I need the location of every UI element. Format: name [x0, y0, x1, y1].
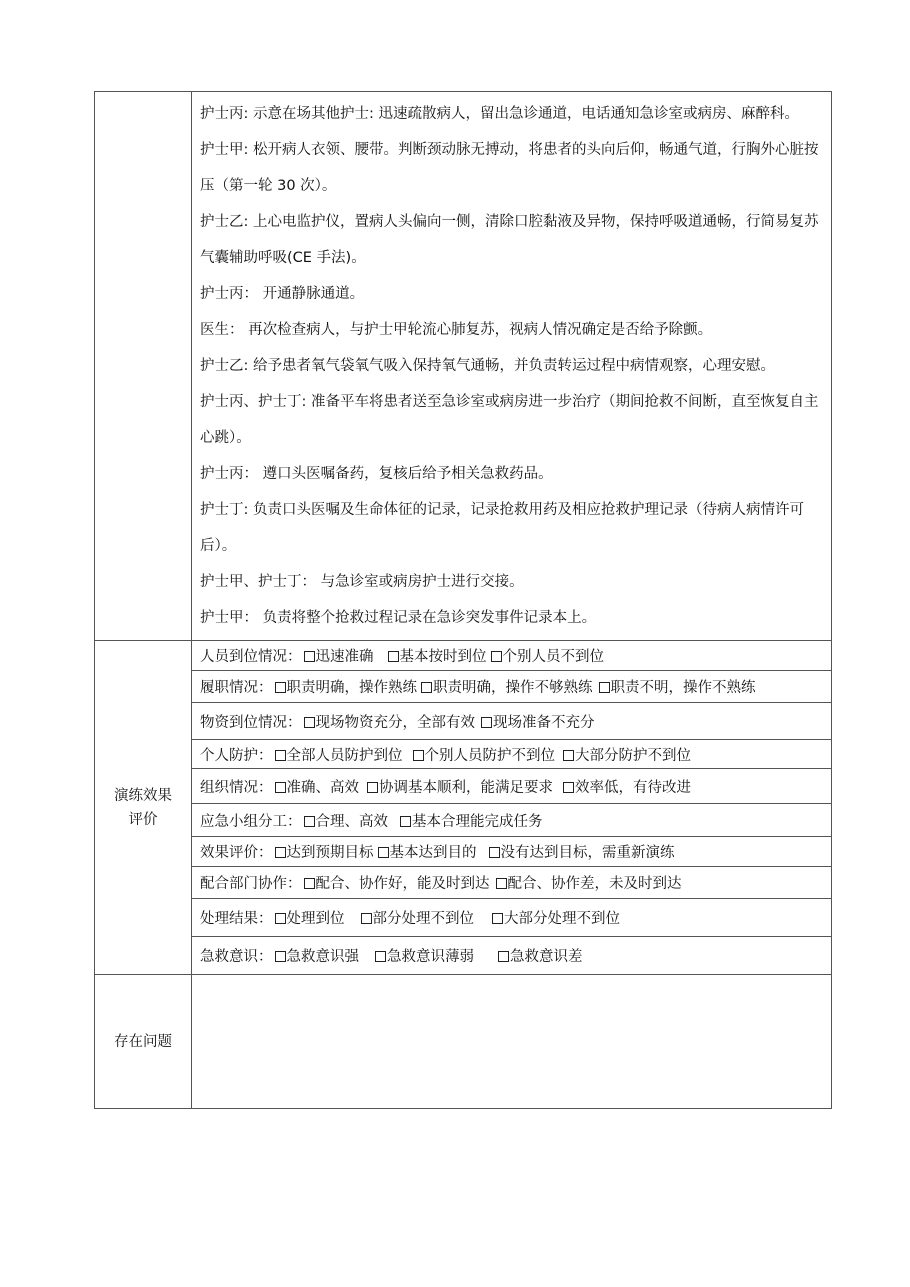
- evaluation-option-label: 职责明确，操作不够熟练: [433, 680, 593, 696]
- evaluation-option[interactable]: [275, 949, 360, 965]
- checkbox-icon[interactable]: [304, 651, 315, 662]
- evaluation-option[interactable]: [492, 911, 620, 927]
- evaluation-option[interactable]: [304, 814, 389, 830]
- evaluation-option[interactable]: [481, 715, 595, 731]
- procedure-step: 护士甲： 负责将整个抢救过程记录在急诊突发事件记录本上。: [200, 610, 597, 626]
- checkbox-icon[interactable]: [275, 782, 286, 793]
- checkbox-icon[interactable]: [367, 782, 378, 793]
- evaluation-option-label: 配合、协作差，未及时到达: [507, 876, 682, 892]
- checkbox-icon[interactable]: [304, 717, 315, 728]
- evaluation-item-label: 应急小组分工：: [200, 813, 302, 830]
- evaluation-option-label: 急救意识强: [286, 949, 359, 965]
- evaluation-option[interactable]: [361, 911, 475, 927]
- procedure-step: 护士丙： 开通静脉通道。: [200, 286, 365, 302]
- evaluation-option-label: 配合、协作好，能及时到达: [315, 876, 490, 892]
- issues-label: 存在问题: [95, 975, 192, 1109]
- evaluation-option-label: 处理到位: [286, 911, 345, 927]
- evaluation-option-label: 大部分防护不到位: [575, 747, 691, 764]
- evaluation-item: [192, 671, 832, 703]
- evaluation-item: [192, 740, 832, 769]
- evaluation-item-label: 人员到位情况：: [200, 649, 302, 665]
- evaluation-item-label: 配合部门协作：: [200, 876, 302, 892]
- evaluation-option[interactable]: [375, 949, 474, 965]
- evaluation-item-label: 急救意识：: [200, 949, 273, 965]
- checkbox-icon[interactable]: [563, 782, 574, 793]
- evaluation-row: [95, 867, 832, 899]
- evaluation-option[interactable]: [388, 649, 487, 665]
- evaluation-row: [95, 899, 832, 937]
- drill-record-table: [94, 91, 832, 1109]
- checkbox-icon[interactable]: [413, 750, 424, 761]
- evaluation-item-label: 处理结果：: [200, 911, 273, 927]
- evaluation-row: [95, 641, 832, 671]
- evaluation-option-label: 协调基本顺利，能满足要求: [379, 779, 553, 796]
- issues-row: [95, 975, 832, 1109]
- issues-content[interactable]: [192, 975, 832, 1109]
- procedure-step: 护士丙： 遵口头医嘱备药，复核后给予相关急救药品。: [200, 466, 553, 482]
- evaluation-option-label: 职责明确，操作熟练: [286, 680, 417, 696]
- evaluation-option-label: 急救意识薄弱: [387, 949, 474, 965]
- evaluation-item: [192, 937, 832, 975]
- checkbox-icon[interactable]: [378, 847, 389, 858]
- checkbox-icon[interactable]: [388, 651, 399, 662]
- evaluation-option[interactable]: [275, 680, 418, 696]
- evaluation-item: [192, 641, 832, 671]
- checkbox-icon[interactable]: [275, 750, 286, 761]
- evaluation-option[interactable]: [489, 845, 675, 861]
- evaluation-option-label: 全部人员防护到位: [286, 747, 403, 764]
- checkbox-icon[interactable]: [275, 913, 286, 924]
- evaluation-item-label: 个人防护：: [200, 747, 273, 764]
- evaluation-option-label: 部分处理不到位: [372, 911, 474, 927]
- evaluation-option-label: 基本合理能完成任务: [412, 813, 543, 830]
- evaluation-option[interactable]: [275, 911, 345, 927]
- evaluation-item-label: 履职情况：: [200, 680, 273, 696]
- evaluation-option[interactable]: [496, 876, 682, 892]
- evaluation-option[interactable]: [275, 845, 374, 861]
- evaluation-option[interactable]: [304, 715, 476, 731]
- procedure-step: 护士甲、护士丁： 与急诊室或病房护士进行交接。: [200, 574, 524, 590]
- evaluation-option-label: 迅速准确: [315, 649, 374, 665]
- evaluation-option-label: 现场准备不充分: [493, 714, 595, 731]
- evaluation-item: [192, 769, 832, 804]
- evaluation-option[interactable]: [400, 814, 543, 830]
- procedure-row: [95, 92, 832, 641]
- evaluation-option-label: 达到预期目标: [286, 845, 374, 861]
- evaluation-item: [192, 804, 832, 837]
- evaluation-option-label: 急救意识差: [510, 949, 583, 965]
- evaluation-option-label: 合理、高效: [315, 813, 388, 830]
- procedure-cell: [192, 92, 832, 641]
- checkbox-icon[interactable]: [375, 951, 386, 962]
- evaluation-option-label: 没有达到目标，需重新演练: [500, 845, 675, 861]
- evaluation-option[interactable]: [413, 748, 556, 764]
- evaluation-item: [192, 703, 832, 740]
- evaluation-row: [95, 837, 832, 867]
- evaluation-item-label: 物资到位情况：: [200, 714, 302, 731]
- procedure-step: 护士乙: 上心电监护仪，置病人头偏向一侧，清除口腔黏液及异物，保持呼吸道通畅，行简易复苏气囊辅助呼吸(CE 手法)。: [200, 214, 819, 266]
- evaluation-option[interactable]: [275, 748, 403, 764]
- checkbox-icon[interactable]: [498, 951, 509, 962]
- procedure-step: 护士甲: 松开病人衣领、腰带。判断颈动脉无搏动，将患者的头向后仰，畅通气道，行胸外心脏按压（第一轮 30 次）。: [200, 142, 819, 194]
- evaluation-row: [95, 671, 832, 703]
- procedure-step: 护士丁: 负责口头医嘱及生命体征的记录，记录抢救用药及相应抢救护理记录（待病人病情许可后）。: [200, 502, 804, 554]
- checkbox-icon[interactable]: [275, 847, 286, 858]
- evaluation-item: [192, 837, 832, 867]
- checkbox-icon[interactable]: [275, 682, 286, 693]
- evaluation-option-label: 个别人员不到位: [502, 649, 604, 665]
- procedure-step: 护士乙: 给予患者氧气袋氧气吸入保持氧气通畅，并负责转运过程中病情观察，心理安慰。: [200, 358, 775, 374]
- checkbox-icon[interactable]: [400, 816, 411, 827]
- checkbox-icon[interactable]: [563, 750, 574, 761]
- evaluation-option-label: 基本达到目的: [389, 845, 477, 861]
- checkbox-icon[interactable]: [361, 913, 372, 924]
- evaluation-option-label: 效率低，有待改进: [575, 779, 691, 796]
- evaluation-option-label: 职责不明，操作不熟练: [610, 680, 756, 696]
- checkbox-icon[interactable]: [496, 878, 507, 889]
- checkbox-icon[interactable]: [275, 951, 286, 962]
- evaluation-option[interactable]: [304, 876, 490, 892]
- procedure-step: 医生： 再次检查病人，与护士甲轮流心肺复苏，视病人情况确定是否给予除颤。: [200, 322, 713, 338]
- evaluation-option[interactable]: [367, 780, 553, 796]
- evaluation-row: [95, 804, 832, 837]
- evaluation-option[interactable]: [304, 649, 374, 665]
- checkbox-icon[interactable]: [304, 878, 315, 889]
- evaluation-option[interactable]: [563, 748, 691, 764]
- evaluation-item: [192, 899, 832, 937]
- evaluation-option[interactable]: [599, 680, 756, 696]
- evaluation-row: [95, 937, 832, 975]
- checkbox-icon[interactable]: [492, 913, 503, 924]
- checkbox-icon[interactable]: [421, 682, 432, 693]
- evaluation-label: [95, 641, 192, 975]
- evaluation-option-label: 个别人员防护不到位: [424, 747, 555, 764]
- evaluation-option-label: 准确、高效: [286, 779, 359, 796]
- checkbox-icon[interactable]: [599, 682, 610, 693]
- procedure-step: 护士丙: 示意在场其他护士: 迅速疏散病人，留出急诊通道，电话通知急诊室或病房、麻醉科。: [200, 106, 799, 122]
- evaluation-row: [95, 740, 832, 769]
- evaluation-item: [192, 867, 832, 899]
- evaluation-option[interactable]: [563, 780, 691, 796]
- evaluation-label-text: 演练效果评价: [114, 787, 172, 828]
- evaluation-option[interactable]: [275, 780, 360, 796]
- evaluation-option[interactable]: [498, 949, 583, 965]
- checkbox-icon[interactable]: [304, 816, 315, 827]
- checkbox-icon[interactable]: [481, 717, 492, 728]
- evaluation-option[interactable]: [378, 845, 477, 861]
- checkbox-icon[interactable]: [491, 651, 502, 662]
- procedure-step: 护士丙、护士丁: 准备平车将患者送至急诊室或病房进一步治疗（期间抢救不间断，直至恢复自主心跳）。: [200, 394, 819, 446]
- checkbox-icon[interactable]: [489, 847, 500, 858]
- evaluation-option[interactable]: [491, 649, 605, 665]
- evaluation-option[interactable]: [421, 680, 593, 696]
- evaluation-item-label: 组织情况：: [200, 779, 273, 796]
- evaluation-row: [95, 769, 832, 804]
- evaluation-option-label: 基本按时到位: [399, 649, 487, 665]
- procedure-label-cell: [95, 92, 192, 641]
- evaluation-option-label: 现场物资充分，全部有效: [315, 714, 475, 731]
- evaluation-option-label: 大部分处理不到位: [504, 911, 620, 927]
- evaluation-row: [95, 703, 832, 740]
- evaluation-item-label: 效果评价：: [200, 845, 273, 861]
